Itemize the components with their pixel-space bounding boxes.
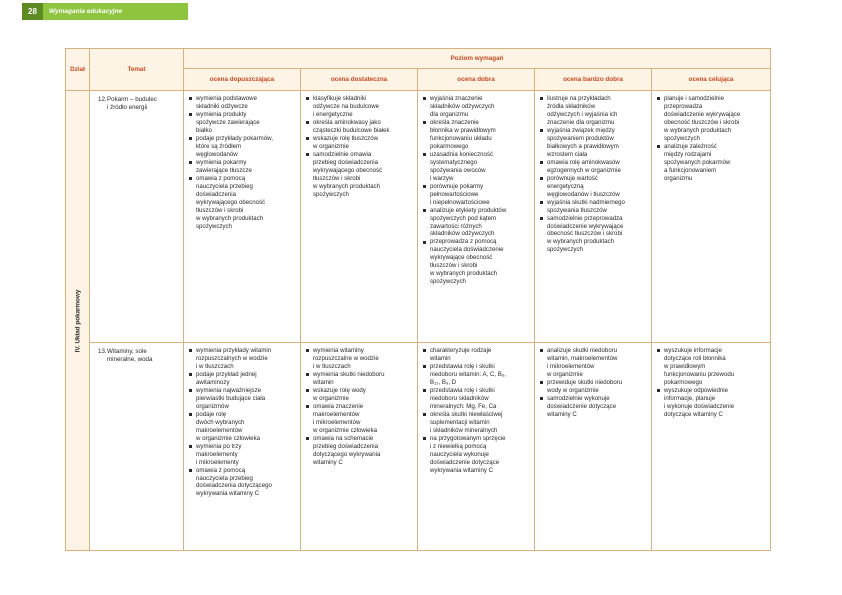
requirement-item: przewiduje skutki niedoboru wody w organizmie (538, 379, 648, 395)
requirement-item: określa aminokwasy jako cząsteczki budulcowe białek (304, 119, 414, 135)
topic-number: 13. (98, 348, 107, 355)
topic-number: 12. (98, 96, 107, 103)
requirement-cell (418, 91, 535, 343)
requirement-item: analizuje skutki niedoboru witamin, makroelementów i mikroelementów w organizmie (538, 347, 648, 379)
requirement-cell (535, 91, 652, 343)
header-dzial: Dział (66, 49, 90, 91)
requirement-item: omawia z pomocą nauczyciela przebieg doświadczenia dotyczącego wykrywania witaminy C (187, 467, 297, 499)
requirement-item: wskazuje rolę wody w organizmie (304, 387, 414, 403)
topic-cell (90, 343, 184, 551)
requirement-item: przeprowadza z pomocą nauczyciela doświadczenie wykrywające obecność tłuszczów i skrobi w wybranych produktach spożywczych (421, 238, 531, 286)
requirement-cell (535, 343, 652, 551)
requirement-cell (418, 343, 535, 551)
requirement-item: analizuje zależność między rodzajami spożywanych pokarmów a funkcjonowaniem organizmu (655, 143, 767, 183)
requirement-item: omawia rolę aminokwasów egzogennych w organizmie (538, 159, 648, 175)
requirement-item: wyjaśnia znaczenie składników odżywczych dla organizmu (421, 95, 531, 119)
header-temat: Temat (90, 49, 184, 91)
requirement-cell (301, 343, 418, 551)
section-label: IV. Układ pokarmowy (74, 289, 81, 352)
requirements-table (65, 48, 771, 551)
requirement-cell (652, 91, 771, 343)
section-cell (66, 91, 90, 551)
requirement-item: wymienia podstawowe składniki odżywcze (187, 95, 297, 111)
requirement-item: omawia z pomocą nauczyciela przebieg doświadczenia wykrywającego obecność tłuszczów i skrobi w wybranych produktach spożywczych (187, 175, 297, 231)
requirement-item: przedstawia rolę i skutki niedoboru witamin: A, C, B₆, B₁₂, B₉, D (421, 363, 531, 387)
requirement-item: omawia znaczenie makroelementów i mikroelementów w organizmie człowieka (304, 403, 414, 435)
requirement-item: wymienia skutki niedoboru witamin (304, 371, 414, 387)
requirement-item: omawia na schemacie przebieg doświadczenia dotyczącego wykrywania witaminy C (304, 435, 414, 467)
requirement-item: wyszukuje odpowiednie informacje, planuje i wykonuje doświadczenie dotyczące witaminy C (655, 387, 767, 419)
requirement-item: wyjaśnia związek między spożywaniem produktów białkowych a prawidłowym wzrostem ciała (538, 127, 648, 159)
header-level: ocena dobra (418, 69, 535, 91)
requirement-cell (184, 91, 301, 343)
requirement-item: podaje rolę dwóch wybranych makroelementów w organizmie człowieka (187, 411, 297, 443)
requirement-item: klasyfikuje składniki odżywcze na budulcowe i energetyczne (304, 95, 414, 119)
requirement-item: wskazuje rolę tłuszczów w organizmie (304, 135, 414, 151)
requirement-item: charakteryzuje rodzaje witamin (421, 347, 531, 363)
requirement-item: określa skutki niewłaściwej suplementacji witamin i składników mineralnych (421, 411, 531, 435)
table-row (66, 91, 771, 343)
requirement-item: podaje przykład jednej awitaminozy (187, 371, 297, 387)
requirement-item: samodzielnie omawia przebieg doświadczenia wykrywającego obecność tłuszczów i skrobi w wybranych produktach spożywczych (304, 151, 414, 199)
requirement-item: wymienia pokarmy zawierające tłuszcze (187, 159, 297, 175)
topic-cell (90, 91, 184, 343)
requirement-item: uzasadnia konieczność systematycznego spożywania owoców i warzyw (421, 151, 531, 183)
requirement-item: wymienia produkty spożywcze zawierające białko (187, 111, 297, 135)
header-poziom: Poziom wymagań (184, 49, 771, 69)
requirement-item: przedstawia rolę i skutki niedoboru składników mineralnych: Mg, Fe, Ca (421, 387, 531, 411)
topic-title-line2: i źródło energii (107, 104, 148, 112)
requirement-item: ilustruje na przykładach źródła składników odżywczych i wyjaśnia ich znaczenie dla organizmu (538, 95, 648, 127)
requirement-item: samodzielnie wykonuje doświadczenie dotyczące witaminy C (538, 395, 648, 419)
requirement-item: porównuje pokarmy pełnowartościowe i niepełnowartościowe (421, 183, 531, 207)
requirement-item: wymienia witaminy rozpuszczalne w wodzie i w tłuszczach (304, 347, 414, 371)
requirement-item: wymienia przykłady witamin rozpuszczalnych w wodzie i w tłuszczach (187, 347, 297, 371)
header-level: ocena celująca (652, 69, 771, 91)
requirement-item: analizuje etykiety produktów spożywczych pod kątem zawartości różnych składników odżywczych (421, 207, 531, 239)
requirement-item: podaje przykłady pokarmów, które są źródłem węglowodanów (187, 135, 297, 159)
requirement-item: planuje i samodzielnie przeprowadza doświadczenie wykrywające obecność tłuszczów i skrobi w wybranych produktach spożywczych (655, 95, 767, 143)
header-level: ocena bardzo dobra (535, 69, 652, 91)
header-level: ocena dostateczna (301, 69, 418, 91)
requirement-item: wymienia najważniejsze pierwiastki budujące ciała organizmów (187, 387, 297, 411)
requirement-item: wyjaśnia skutki nadmiernego spożywania tłuszczów (538, 199, 648, 215)
header-level: ocena dopuszczająca (184, 69, 301, 91)
requirement-item: porównuje wartość energetyczną węglowodanów i tłuszczów (538, 175, 648, 199)
requirement-item: wyszukuje informacje dotyczące roli błonnika w prawidłowym funkcjonowaniu przewodu pokarmowego (655, 347, 767, 387)
topic-title: Witaminy, sole (107, 348, 147, 355)
requirement-cell (301, 91, 418, 343)
requirement-item: określa znaczenie błonnika w prawidłowym funkcjonowaniu układu pokarmowego (421, 119, 531, 151)
header-bar (22, 3, 188, 20)
header-title: Wymagania edukacyjne (49, 8, 123, 15)
requirement-item: samodzielnie przeprowadza doświadczenie wykrywające obecność tłuszczów i skrobi w wybranych produktach spożywczych (538, 215, 648, 255)
requirement-item: na przygotowanym sprzęcie i z niewielką pomocą nauczyciela wykonuje doświadczenie dotyczące wykrywania witaminy C (421, 435, 531, 475)
requirement-item: wymienia po trzy makroelementy i mikroelementy (187, 443, 297, 467)
topic-title-line2: mineralne, woda (107, 356, 153, 364)
requirement-cell (652, 343, 771, 551)
topic-title: Pokarm – budulec (107, 96, 157, 103)
table-row (66, 343, 771, 551)
page-number: 28 (22, 3, 43, 20)
requirement-cell (184, 343, 301, 551)
